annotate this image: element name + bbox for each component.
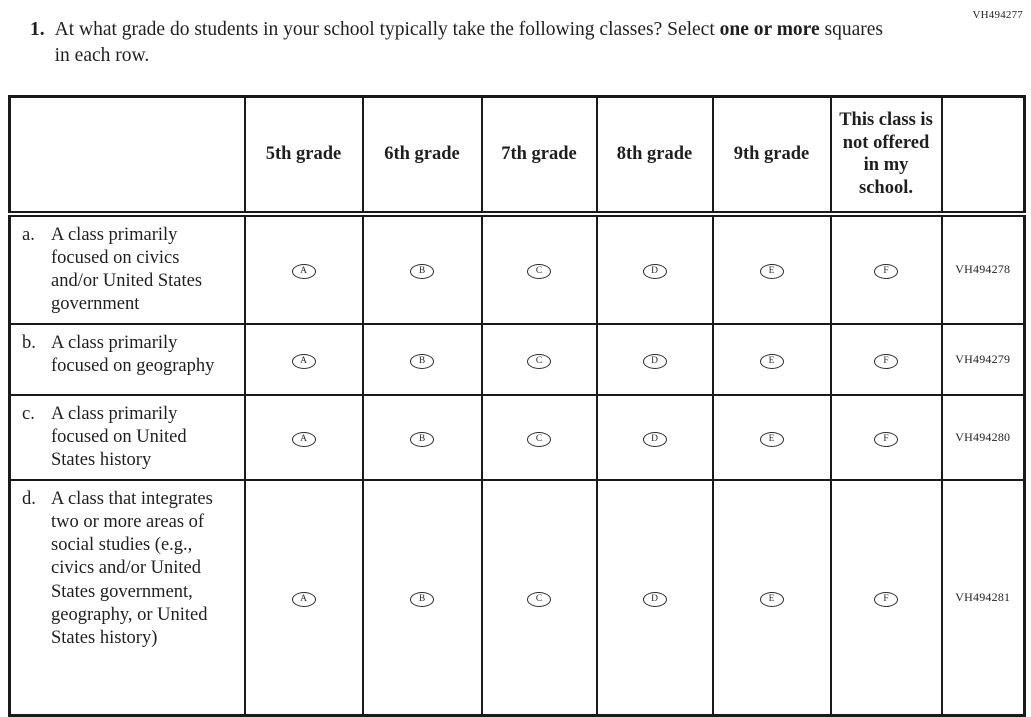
option-cell-f [831, 214, 942, 324]
table-row-b [10, 324, 1025, 395]
column-header-6th-grade: 6th grade [363, 97, 482, 214]
option-cell-c [482, 324, 597, 395]
grade-selection-table [8, 95, 1026, 717]
option-bubble-e[interactable]: E [760, 592, 784, 607]
option-bubble-a[interactable]: A [292, 264, 316, 279]
option-bubble-d[interactable]: D [643, 264, 667, 279]
option-cell-a [245, 324, 363, 395]
option-cell-e [713, 480, 831, 716]
column-header-7th-grade: 7th grade [482, 97, 597, 214]
row-letter: b. [22, 332, 36, 353]
option-bubble-c[interactable]: C [527, 354, 551, 369]
option-cell-a [245, 395, 363, 480]
row-label: A class primarily focused on geography [51, 332, 215, 376]
option-bubble-a[interactable]: A [292, 432, 316, 447]
option-bubble-c[interactable]: C [527, 592, 551, 607]
option-bubble-d[interactable]: D [643, 592, 667, 607]
column-header-5th-grade: 5th grade [245, 97, 363, 214]
option-cell-b [363, 214, 482, 324]
option-cell-d [597, 324, 713, 395]
option-bubble-e[interactable]: E [760, 354, 784, 369]
option-cell-b [363, 480, 482, 716]
option-bubble-f[interactable]: F [874, 592, 898, 607]
option-bubble-d[interactable]: D [643, 354, 667, 369]
option-cell-c [482, 480, 597, 716]
option-bubble-f[interactable]: F [874, 354, 898, 369]
table-row-a [10, 214, 1025, 324]
option-cell-a [245, 480, 363, 716]
option-cell-e [713, 324, 831, 395]
column-header-code [942, 97, 1025, 214]
question-text [55, 17, 893, 68]
form-item-code: VH494277 [972, 9, 1023, 21]
option-bubble-b[interactable]: B [410, 592, 434, 607]
option-cell-b [363, 395, 482, 480]
table-row-c [10, 395, 1025, 480]
option-cell-d [597, 395, 713, 480]
option-cell-e [713, 395, 831, 480]
option-cell-c [482, 395, 597, 480]
question-block [30, 17, 893, 68]
row-item-code: VH494281 [942, 480, 1025, 716]
option-cell-a [245, 214, 363, 324]
option-bubble-f[interactable]: F [874, 432, 898, 447]
row-item-code: VH494279 [942, 324, 1025, 395]
header-row [10, 97, 1025, 214]
question-text-bold: one or more [719, 19, 820, 40]
column-header-blank [10, 97, 245, 214]
table-row-d [10, 480, 1025, 716]
row-letter: a. [22, 224, 35, 245]
option-cell-f [831, 395, 942, 480]
row-item-code: VH494278 [942, 214, 1025, 324]
option-bubble-d[interactable]: D [643, 432, 667, 447]
row-label-cell [10, 324, 245, 395]
question-text-part2: squares in each row. [54, 19, 884, 66]
option-bubble-e[interactable]: E [760, 264, 784, 279]
option-cell-c [482, 214, 597, 324]
option-cell-d [597, 214, 713, 324]
column-header-9th-grade: 9th grade [713, 97, 831, 214]
column-header-not-offered: This class is not offered in my school. [831, 97, 942, 214]
option-bubble-b[interactable]: B [410, 432, 434, 447]
option-bubble-f[interactable]: F [874, 264, 898, 279]
option-bubble-a[interactable]: A [292, 592, 316, 607]
question-number: 1. [30, 19, 45, 40]
option-bubble-a[interactable]: A [292, 354, 316, 369]
row-item-code: VH494280 [942, 395, 1025, 480]
question-text-part1: At what grade do students in your school typically take the following classes? Select [54, 19, 715, 40]
row-label-cell [10, 395, 245, 480]
option-cell-e [713, 214, 831, 324]
option-bubble-c[interactable]: C [527, 264, 551, 279]
option-bubble-b[interactable]: B [410, 264, 434, 279]
option-bubble-e[interactable]: E [760, 432, 784, 447]
option-cell-f [831, 324, 942, 395]
row-label: A class primarily focused on civics and/or United States government [51, 224, 203, 315]
column-header-8th-grade: 8th grade [597, 97, 713, 214]
row-label: A class that integrates two or more areas of social studies (e.g., civics and/or United States government, geography, or United States history) [51, 488, 213, 649]
option-cell-f [831, 480, 942, 716]
option-cell-b [363, 324, 482, 395]
option-bubble-c[interactable]: C [527, 432, 551, 447]
row-label-cell [10, 480, 245, 716]
row-label-cell [10, 214, 245, 324]
option-cell-d [597, 480, 713, 716]
row-label: A class primarily focused on United States history [51, 403, 187, 471]
row-letter: c. [22, 403, 35, 424]
row-letter: d. [22, 488, 36, 509]
option-bubble-b[interactable]: B [410, 354, 434, 369]
